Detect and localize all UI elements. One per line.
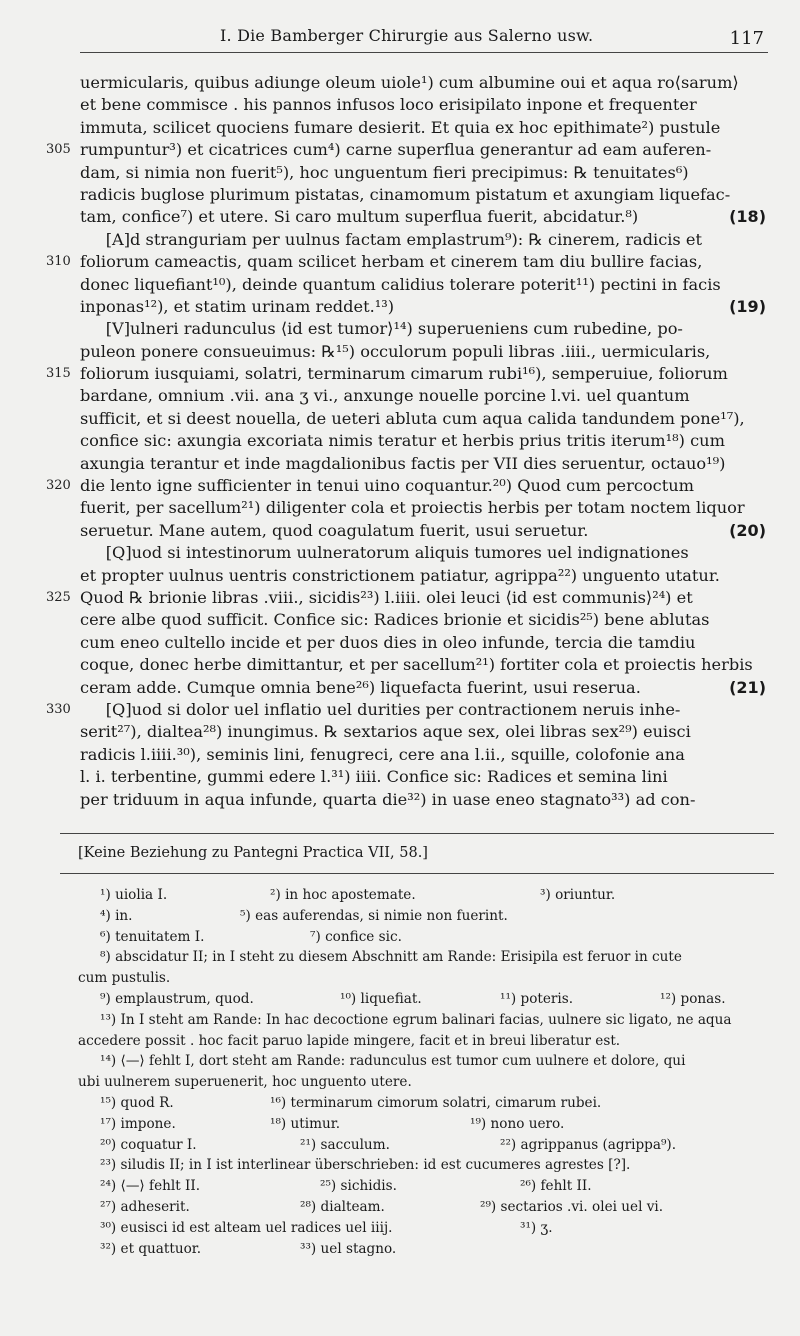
footnote-row [78,927,768,948]
text-line [80,296,768,318]
footnote: ⁷) confice sic. [310,928,402,945]
line-number: 320 [46,478,71,494]
footnote: ¹¹) poteris. [500,990,574,1007]
divider [60,833,774,834]
footnote: ¹⁷) impone. [100,1115,176,1132]
footnote: ⁴) in. [100,907,133,924]
line-number: 305 [46,142,71,158]
footnote: ²⁶) fehlt II. [520,1178,592,1195]
line-text: cere albe quod sufficit. Confice sic: Radices brionie et sicidis²⁵) bene ablutas [80,610,710,630]
source-reference: [Keine Beziehung zu Pantegni Practica VII, 58.] [78,845,428,861]
text-line [46,363,768,385]
text-line [80,184,768,206]
footnote: accedere possit . hoc facit paruo lapide mingere, facit et in breui liberatur est. [78,1032,621,1049]
line-number: 330 [46,701,71,717]
line-text: dam, si nimia non fuerit⁵), hoc unguentum fieri precipimus: ℞ tenuitates⁶) [80,162,689,182]
text-line [46,587,768,609]
footnote-row [78,1114,768,1135]
line-text: [Q]uod si dolor uel inflatio uel durities per contractionem neruis inhe- [80,699,681,719]
running-title: I. Die Bamberger Chirurgie aus Salerno usw. [220,26,594,45]
text-line [80,744,768,766]
footnote-row [78,1051,768,1072]
footnote-row [78,1010,768,1031]
line-text: [V]ulneri radunculus ⟨id est tumor⟩¹⁴) superueniens cum rubedine, po- [80,319,683,339]
footnote-row [78,989,768,1010]
text-line [80,94,768,116]
footnote: ¹³) In I steht am Rande: In hac decoctione egrum balinari facias, uulnere sic ligato, ne aqua [100,1011,732,1028]
line-text: radicis buglose plurimum pistatas, cinamomum pistatum et axungiam liquefac- [80,184,731,204]
footnote-row [78,1239,768,1260]
text-line [80,408,768,430]
text-line [80,609,768,631]
text-line [80,162,768,184]
text-line [80,430,768,452]
line-text: rumpuntur³) et cicatrices cum⁴) carne superflua generantur ad eam auferen- [80,140,712,160]
line-text: seruetur. Mane autem, quod coagulatum fuerit, usui seruetur. [80,520,589,540]
text-line [80,565,768,587]
text-line [80,117,768,139]
text-line [80,72,768,94]
text-line [80,453,768,475]
line-text: radicis l.iiii.³⁰), seminis lini, fenugreci, cere ana l.ii., squille, colofonie ana [80,744,685,764]
text-line [80,318,768,340]
line-text: l. i. terbentine, gummi edere l.³¹) iiii. Confice sic: Radices et semina lini [80,767,668,787]
text-line [46,251,768,273]
line-text: et propter uulnus uentris constrictionem patiatur, agrippa²²) unguento utatur. [80,565,720,585]
text-line [80,677,768,699]
footnote: ⁶) tenuitatem I. [100,928,205,945]
line-number: 325 [46,589,71,605]
text-line [80,520,768,542]
text-line [80,274,768,296]
footnote: ²⁹) sectarios .vi. olei uel vi. [480,1198,664,1215]
footnote: ³²) et quattuor. [100,1240,202,1257]
footnote: ¹⁰) liquefiat. [340,990,422,1007]
line-text: coque, donec herbe dimittantur, et per sacellum²¹) fortiter cola et proiectis herbis [80,655,753,675]
footnote: ¹⁸) utimur. [270,1115,341,1132]
line-text: cum eneo cultello incide et per duos dies in oleo infunde, tercia die tamdiu [80,632,696,652]
text-line [80,766,768,788]
line-text: confice sic: axungia excoriata nimis teratur et herbis prius tritis iterum¹⁸) cum [80,431,725,451]
text-line [46,139,768,161]
footnote-row [78,968,768,989]
footnote: ²³) siludis II; in I ist interlinear überschrieben: id est cucumeres agrestes [?]. [100,1157,631,1174]
text-line [46,475,768,497]
footnote: ¹⁹) nono uero. [470,1115,565,1132]
line-text: tam, confice⁷) et utere. Si caro multum superflua fuerit, abcidatur.⁸) [80,207,639,227]
line-text: fuerit, per sacellum²¹) diligenter cola et proiectis herbis per totam noctem liquor [80,498,745,518]
running-header [80,22,768,53]
footnote: ³³) uel stagno. [300,1240,397,1257]
line-number: 315 [46,366,71,382]
footnote-row [78,1031,768,1052]
footnote: ⁵) eas auferendas, si nimie non fuerint. [240,907,508,924]
divider [60,873,774,874]
footnote-row [78,885,768,906]
text-line [80,341,768,363]
footnote: ²⁰) coquatur I. [100,1136,197,1153]
footnote: ²⁸) dialteam. [300,1198,385,1215]
footnote: ³⁰) eusisci id est alteam uel radices uel iiij. [100,1219,393,1236]
line-text: et bene commisce . his pannos infusos loco erisipilato inpone et frequenter [80,95,697,115]
footnote-row [78,947,768,968]
footnote-row [78,1072,768,1093]
footnote: ¹⁶) terminarum cimorum solatri, cimarum rubei. [270,1094,602,1111]
text-line [46,699,768,721]
text-line [80,229,768,251]
footnote-row [78,1093,768,1114]
footnote: ²²) agrippanus (agrippa⁹). [500,1136,677,1153]
main-text [46,72,768,811]
line-text: per triduum in aqua infunde, quarta die³²) in uase eneo stagnato³³) ad con- [80,789,696,809]
footnote: ¹²) ponas. [660,990,726,1007]
footnote: cum pustulis. [78,970,171,987]
text-line [80,654,768,676]
line-text: Quod ℞ brionie libras .viii., sicidis²³) l.iiii. olei leuci ⟨id est communis⟩²⁴) et [80,587,693,607]
footnote: ³) oriuntur. [540,887,616,903]
line-text: immuta, scilicet quociens fumare desierit. Et quia ex hoc epithimate²) pustule [80,117,721,137]
line-text: foliorum cameactis, quam scilicet herbam et cinerem tam diu bullire facias, [80,252,703,272]
footnote: ¹) uiolia I. [100,887,168,903]
line-text: uermicularis, quibus adiunge oleum uiole¹) cum albumine oui et aqua ro⟨sarum⟩ [80,73,739,92]
line-number: 310 [46,254,71,270]
line-text: die lento igne sufficienter in tenui uino coquantur.²⁰) Quod cum percoctum [80,476,695,496]
footnote: ²) in hoc apostemate. [270,887,416,903]
text-line [80,385,768,407]
text-line [80,542,768,564]
footnote: ²¹) sacculum. [300,1136,390,1153]
line-text: [Q]uod si intestinorum uulneratorum aliquis tumores uel indignationes [80,543,689,563]
text-line [80,721,768,743]
footnote: ubi uulnerem superuenerit, hoc unguento utere. [78,1074,412,1091]
footnote: ⁸) abscidatur II; in I steht zu diesem Abschnitt am Rande: Erisipila est feruor in cute [100,949,682,966]
section-number: (19) [729,296,766,316]
line-text: bardane, omnium .vii. ana ʒ vi., anxunge nouelle porcine l.vi. uel quantum [80,386,690,406]
footnote: ³¹) ʒ. [520,1219,553,1236]
line-text: sufficit, et si deest nouella, de ueteri abluta cum aqua calida tandundem pone¹⁷), [80,408,745,428]
footnote: ²⁵) sichidis. [320,1178,397,1195]
line-text: axungia terantur et inde magdalionibus factis per VII dies seruentur, octauo¹⁹) [80,453,726,473]
footnote: ⁹) emplaustrum, quod. [100,990,254,1007]
page-number: 117 [729,28,764,49]
footnote-row [78,906,768,927]
footnote: ¹⁵) quod R. [100,1094,174,1111]
section-number: (20) [729,520,766,540]
line-text: ceram adde. Cumque omnia bene²⁶) liquefacta fuerint, usui reserua. [80,677,641,697]
line-text: foliorum iusquiami, solatri, terminarum cimarum rubi¹⁶), semperuiue, foliorum [80,364,728,384]
section-number: (21) [729,677,766,697]
text-line [80,789,768,811]
line-text: donec liquefiant¹⁰), deinde quantum calidius tolerare poterit¹¹) pectini in facis [80,274,721,294]
section-number: (18) [729,207,766,227]
footnote-row [78,1176,768,1197]
footnote-row [78,1135,768,1156]
footnote-row [78,1197,768,1218]
text-line [80,206,768,228]
text-line [80,632,768,654]
footnote-row [78,1218,768,1239]
line-text: serit²⁷), dialtea²⁸) inungimus. ℞ sextarios aque sex, olei libras sex²⁹) euisci [80,722,691,742]
line-text: inponas¹²), et statim urinam reddet.¹³) [80,296,395,316]
line-text: puleon ponere consueuimus: ℞¹⁵) occulorum populi libras .iiii., uermicularis, [80,341,711,361]
footnote: ²⁴) ⟨—⟩ fehlt II. [100,1178,201,1195]
footnote: ¹⁴) ⟨—⟩ fehlt I, dort steht am Rande: radunculus est tumor cum uulnere et dolore, qui [100,1053,686,1070]
line-text: [A]d stranguriam per uulnus factam emplastrum⁹): ℞ cinerem, radicis et [80,229,702,249]
footnotes [78,885,768,1259]
text-line [80,497,768,519]
footnote: ²⁷) adheserit. [100,1198,190,1215]
footnote-row [78,1155,768,1176]
